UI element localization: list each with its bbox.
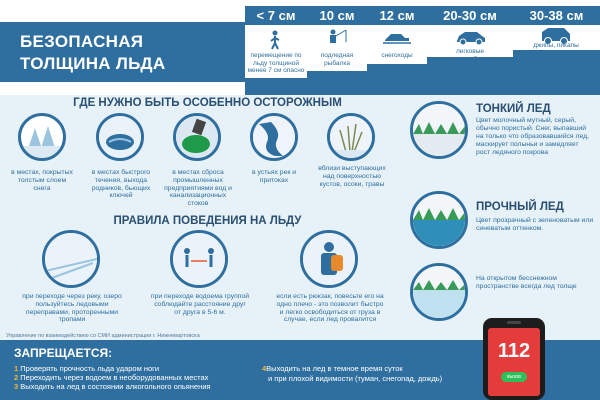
- careful-reeds: [327, 113, 375, 161]
- careful-title: ГДЕ НУЖНО БЫТЬ ОСОБЕННО ОСТОРОЖНЫМ: [73, 97, 342, 109]
- stair-5: [513, 50, 600, 95]
- thin-ice-circle: [410, 101, 468, 159]
- title-line-2: ТОЛЩИНА ЛЬДА: [20, 54, 166, 73]
- step-lt7-label: < 7 см: [256, 8, 296, 23]
- step-10-label: 10 см: [319, 8, 355, 23]
- step-12-label: 12 см: [379, 8, 415, 23]
- caption-12: снегоходы: [381, 52, 413, 59]
- caption-lt7: перемещение по льду толщиной менее 7 см опасно: [247, 52, 305, 74]
- snowmobile-icon: [383, 30, 411, 44]
- stair-3: [367, 64, 427, 95]
- car-icon: [455, 30, 487, 46]
- careful-river-mouth-caption: в устьях рек и притоках: [251, 169, 297, 184]
- title-line-1: БЕЗОПАСНАЯ: [20, 32, 144, 51]
- thin-ice-title: ТОНКИЙ ЛЕД: [476, 103, 551, 115]
- stair-2: [307, 71, 367, 95]
- stair-1: [245, 78, 307, 95]
- emergency-number: 112: [497, 340, 531, 362]
- rule-trail-caption: при переходе через реку, озеро пользуйтесь ледовыми переправами, проторенными тропами: [22, 293, 122, 324]
- forbidden-item-4: 4Выходить на лед в темное время суток: [262, 364, 403, 373]
- rules-title: ПРАВИЛА ПОВЕДЕНИЯ НА ЛЬДУ: [113, 215, 302, 227]
- open-ice-text: На открытом бесснежном пространстве всегда лед толще: [476, 275, 577, 290]
- ice-types-column: [408, 95, 600, 340]
- snow-trees-icon: [21, 116, 63, 158]
- open-ice-icon: [413, 266, 465, 318]
- careful-reeds-caption: вблизи выступающих над поверхностью кустов, осоки, травы: [318, 165, 386, 188]
- step-30-38-label: 30-38 см: [529, 8, 584, 23]
- caption-10: подледная рыбалка: [320, 52, 354, 67]
- credit-text: Управление по взаимодействию со СМИ администрации г. Нижневартовска: [6, 333, 200, 339]
- strong-ice-circle: [410, 191, 468, 249]
- step-10: [307, 6, 367, 25]
- thin-ice-text: Цвет молочный мутный, серый, обычно пористый. Снег, выпавший на только что образовавшийся лед, маскирует полыньи и замедляет рост ледяного покрова: [476, 117, 589, 156]
- step-12: [367, 6, 427, 25]
- sewage-pipe-icon: [176, 116, 218, 158]
- fisherman-icon: [326, 28, 348, 48]
- ice-trail-icon: [45, 233, 97, 285]
- strong-ice-title: ПРОЧНЫЙ ЛЕД: [476, 201, 564, 213]
- rule-backpack-caption: если есть рюкзак, повесьте его на одно плечо - это позволит быстро и легко освободиться от груза в случае, если лед провалится: [276, 293, 384, 324]
- step-30-38: [513, 6, 600, 25]
- walking-person-icon: [268, 30, 282, 50]
- careful-current: [96, 113, 144, 161]
- careful-sewage-caption: в местах сброса промышленных предприятиями вод и канализационных стоков: [164, 169, 232, 208]
- strong-ice-icon: [413, 194, 465, 246]
- forbidden-item-3: 3 Выходить на лед в состоянии алкогольного опьянения: [14, 382, 211, 391]
- call-button[interactable]: вызов: [501, 372, 527, 382]
- careful-river-mouth: [250, 113, 298, 161]
- careful-snow-caption: в местах, покрытых толстым слоем снега: [11, 169, 73, 192]
- strong-ice-text: Цвет прозрачный с зеленоватым или синеватым оттенком.: [476, 217, 594, 232]
- rule-group: [170, 230, 228, 288]
- spring-current-icon: [99, 116, 141, 158]
- forbidden-title: ЗАПРЕЩАЕТСЯ:: [14, 346, 113, 360]
- step-20-30: [427, 6, 513, 25]
- backpack-icon: [303, 233, 355, 285]
- rule-group-caption: при переходе водоема группой соблюдайте расстояние друг от друга в 5-6 м.: [150, 293, 250, 316]
- step-20-30-label: 20-30 см: [443, 8, 497, 23]
- rule-backpack: [300, 230, 358, 288]
- thin-ice-icon: [413, 104, 465, 156]
- phone-camera: [507, 321, 521, 324]
- caption-30-38: джипы, пикапы: [533, 42, 579, 49]
- title-banner: [0, 22, 245, 82]
- reeds-icon: [330, 116, 372, 158]
- river-mouth-icon: [253, 116, 295, 158]
- open-ice-circle: [410, 263, 468, 321]
- forbidden-item-2: 2 Переходить через водоем в необорудованных местах: [14, 373, 209, 382]
- careful-sewage: [173, 113, 221, 161]
- header: [0, 0, 600, 95]
- group-distance-icon: [173, 233, 225, 285]
- careful-current-caption: в местах быстрого течения, выхода родников, бьющих ключей: [91, 169, 151, 200]
- rule-trail: [42, 230, 100, 288]
- forbidden-item-4-cont: и при плохой видимости (туман, снегопад, дождь): [268, 374, 443, 383]
- phone-screen: [488, 328, 540, 396]
- forbidden-item-1: 1 Проверять прочность льда ударом ноги: [14, 364, 160, 373]
- step-lt7: [245, 6, 307, 25]
- phone-112: [483, 318, 545, 400]
- caption-20-30: легковые автомобили: [451, 48, 489, 63]
- careful-snow: [18, 113, 66, 161]
